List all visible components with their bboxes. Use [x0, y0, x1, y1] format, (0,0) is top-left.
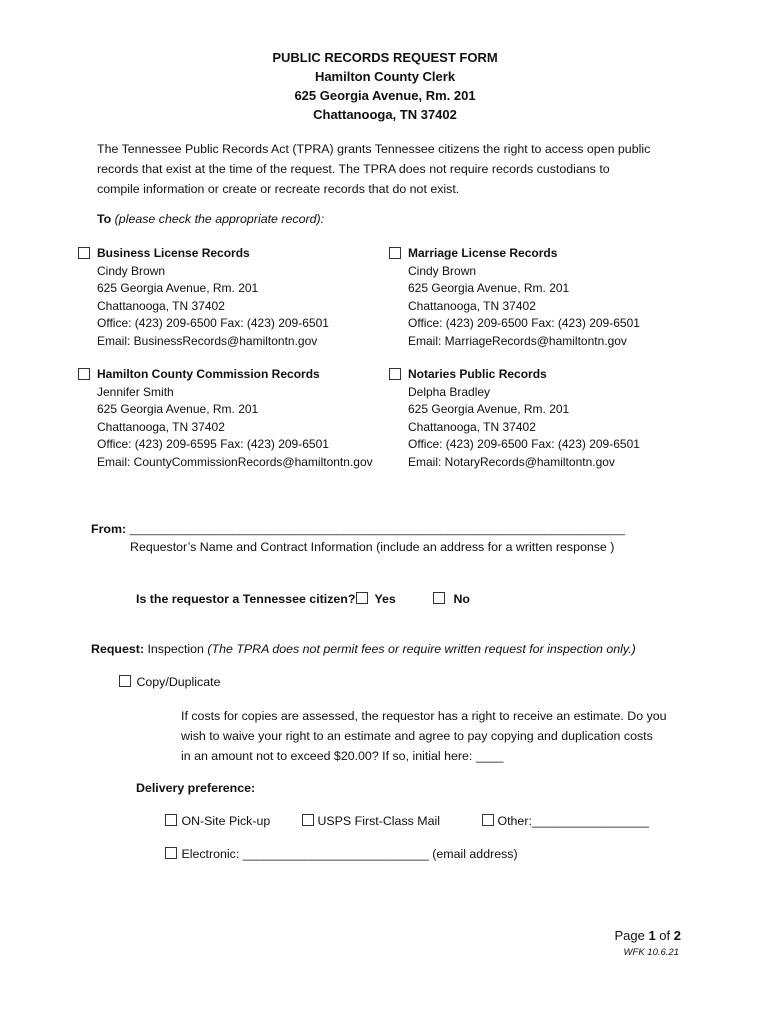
- office-address-line: 625 Georgia Avenue, Rm. 201: [408, 402, 570, 416]
- page-word: Page: [614, 928, 645, 943]
- office-phone: Office: (423) 209-6595 Fax: (423) 209-6501: [97, 437, 329, 451]
- office-contact: Delpha Bradley: [408, 384, 491, 399]
- office-city-line: Chattanooga, TN 37402: [97, 298, 225, 313]
- office-name: Hamilton County Clerk: [314, 69, 456, 84]
- delivery-label: Delivery preference:: [136, 781, 256, 795]
- county-commission-checkbox[interactable]: [78, 368, 90, 380]
- office-title: Marriage License Records: [408, 246, 558, 260]
- office-title: Business License Records: [97, 246, 250, 260]
- office-marriage-license: [408, 245, 640, 350]
- to-label: To: [97, 212, 112, 226]
- from-label: From:: [91, 522, 127, 536]
- business-license-checkbox[interactable]: [78, 247, 90, 259]
- to-hint: (please check the appropriate record):: [114, 212, 325, 226]
- electronic-option[interactable]: [165, 847, 518, 861]
- office-business-license: [97, 245, 329, 350]
- other-option[interactable]: [482, 814, 649, 828]
- intro-line-2: records that exist at the time of the request. The TPRA does not require records custodians to: [97, 162, 610, 176]
- other-checkbox[interactable]: [482, 814, 494, 826]
- office-city-line: Chattanooga, TN 37402: [408, 298, 536, 313]
- office-address-line: 625 Georgia Avenue, Rm. 201: [97, 281, 259, 295]
- page-number: [614, 928, 681, 943]
- intro-line-3: compile information or create or recreate records that do not exist.: [97, 182, 460, 196]
- office-address-line: 625 Georgia Avenue, Rm. 201: [408, 281, 570, 295]
- office-address-line: 625 Georgia Avenue, Rm. 201: [97, 402, 259, 416]
- onsite-checkbox[interactable]: [165, 814, 177, 826]
- marriage-license-checkbox[interactable]: [389, 247, 401, 259]
- estimate-note: [181, 706, 701, 766]
- office-title: Notaries Public Records: [408, 367, 547, 381]
- from-caption: Requestor’s Name and Contract Information (include an address for a written response ): [130, 540, 615, 554]
- citizen-yes-label: Yes: [374, 592, 396, 606]
- form-title: PUBLIC RECORDS REQUEST FORM: [272, 50, 498, 65]
- copy-label: Copy/Duplicate: [136, 675, 221, 689]
- intro-line-1: The Tennessee Public Records Act (TPRA) grants Tennessee citizens the right to access open public: [97, 142, 651, 156]
- usps-label: USPS First-Class Mail: [317, 814, 440, 828]
- estimate-line-3: in an amount not to exceed $20.00? If so, initial here: ____: [181, 749, 504, 763]
- onsite-label: ON-Site Pick-up: [181, 814, 271, 828]
- other-label: Other:_________________: [497, 814, 650, 828]
- citizen-no-label: No: [453, 592, 470, 606]
- inspection-note: (The TPRA does not permit fees or require written request for inspection only.): [207, 642, 636, 656]
- office-title: Hamilton County Commission Records: [97, 367, 320, 381]
- estimate-line-1: If costs for copies are assessed, the requestor has a right to receive an estimate. Do you: [181, 709, 667, 723]
- intro-paragraph: [97, 139, 677, 199]
- office-phone: Office: (423) 209-6500 Fax: (423) 209-6501: [408, 316, 640, 330]
- page-total: 2: [673, 928, 681, 943]
- office-email: Email: MarriageRecords@hamiltontn.gov: [408, 333, 627, 348]
- estimate-line-2: wish to waive your right to an estimate and agree to pay copying and duplication costs: [181, 729, 653, 743]
- office-contact: Jennifer Smith: [97, 384, 174, 399]
- citizen-yes-option[interactable]: [356, 592, 396, 606]
- citizen-question: Is the requestor a Tennessee citizen?: [136, 592, 356, 606]
- form-code: WFK 10.6.21: [623, 947, 679, 958]
- office-email: Email: BusinessRecords@hamiltontn.gov: [97, 333, 318, 348]
- usps-checkbox[interactable]: [302, 814, 314, 826]
- onsite-option[interactable]: [165, 814, 270, 828]
- office-address: 625 Georgia Avenue, Rm. 201: [294, 88, 476, 103]
- notaries-public-checkbox[interactable]: [389, 368, 401, 380]
- office-contact: Cindy Brown: [97, 263, 166, 278]
- to-line: [97, 212, 324, 226]
- inspection-label: Inspection: [147, 642, 204, 656]
- request-row: [91, 642, 636, 656]
- office-email: Email: CountyCommissionRecords@hamiltontn.gov: [97, 454, 373, 469]
- office-contact: Cindy Brown: [408, 263, 477, 278]
- request-label: Request:: [91, 642, 145, 656]
- usps-option[interactable]: [302, 814, 440, 828]
- electronic-checkbox[interactable]: [165, 847, 177, 859]
- citizen-no-checkbox[interactable]: [433, 592, 445, 604]
- office-city: Chattanooga, TN 37402: [313, 107, 457, 122]
- citizen-no-option[interactable]: [433, 592, 470, 606]
- from-input-line[interactable]: _________________________________________________________________________________: [129, 524, 626, 536]
- page-current: 1: [648, 928, 656, 943]
- office-county-commission: [97, 366, 373, 471]
- office-notaries-public: [408, 366, 640, 471]
- office-email: Email: NotaryRecords@hamiltontn.gov: [408, 454, 615, 469]
- citizen-yes-checkbox[interactable]: [356, 592, 368, 604]
- office-phone: Office: (423) 209-6500 Fax: (423) 209-6501: [408, 437, 640, 451]
- from-row: [91, 522, 625, 536]
- copy-option[interactable]: [119, 675, 220, 689]
- office-city-line: Chattanooga, TN 37402: [408, 419, 536, 434]
- office-phone: Office: (423) 209-6500 Fax: (423) 209-6501: [97, 316, 329, 330]
- electronic-label: Electronic: ___________________________ (email address): [181, 847, 518, 861]
- copy-checkbox[interactable]: [119, 675, 131, 687]
- office-city-line: Chattanooga, TN 37402: [97, 419, 225, 434]
- of-word: of: [659, 928, 671, 943]
